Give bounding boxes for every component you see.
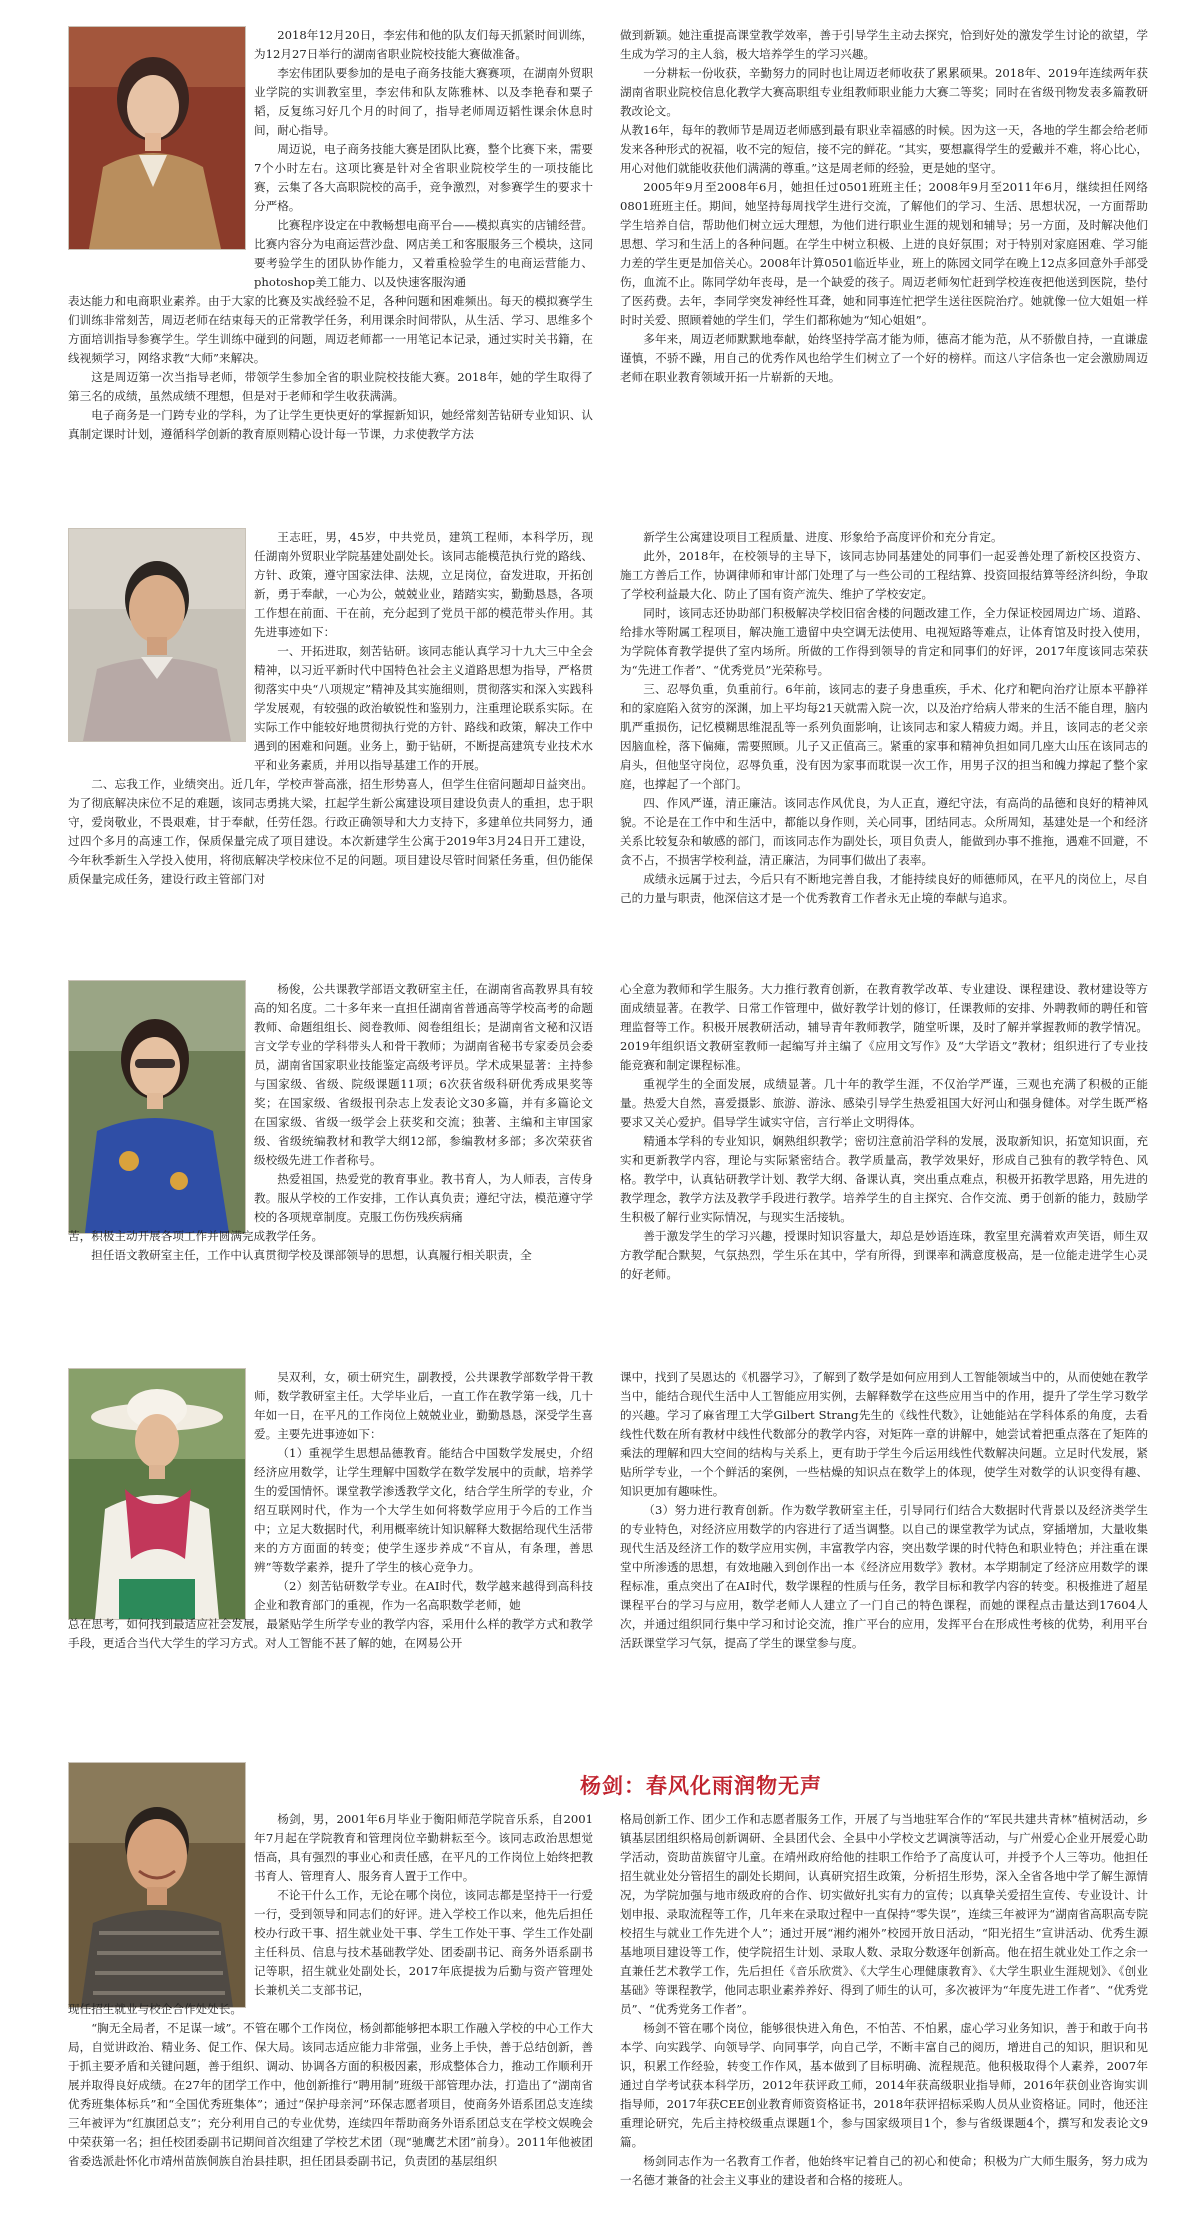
paragraph: 比赛程序设定在中教畅想电商平台——模拟真实的店铺经营。比赛内容分为电商运营沙盘、网店美工和客服服务三个模块，这同要考验学生的团队协作能力，又着重检验学生的电商运营能力、photoshop美工能力、以及快速客服沟通 — [254, 218, 593, 289]
paragraph: 四、作风严谨，清正廉洁。该同志作风优良，为人正直，遵纪守法，有高尚的品德和良好的精神风貌。不论是在工作中和生活中，都能以身作则，关心同事，团结同志。众所周知，基建处是一个和经济关系比较复杂和敏感的部门，而该同志作为副处长，项目负责人，能做到办事不推拖，遇难不回避，不贪不占，不损害学校利益，清正廉洁，为同事们做出了表率。 — [620, 796, 1148, 867]
paragraph: 现任招生就业与校企合作处处长。 — [68, 2002, 242, 2016]
article-text-beside-photo-4 — [254, 1368, 593, 1615]
paragraph: 一、开拓进取，刻苦钻研。该同志能认真学习十九大三中全会精神，以习近平新时代中国特色社会主义道路思想为指导，严格贯彻落实中央“八项规定”精神及其实施细则，贯彻落实和深入实践科学发展观，有较强的政治敏锐性和鉴别力，注重理论联系实际。在实际工作中能较好地贯彻执行党的方针、路线和政策，解决工作中遇到的困难和问题。业务上，勤于钻研，不断提高建筑专业技术水平和业务素质，并用以指导基建工作的开展。 — [254, 644, 593, 772]
paragraph: 同时，该同志还协助部门积极解决学校旧宿舍楼的问题改建工作，全力保证校园周边广场、道路、给排水等附属工程项目，解决施工遗留中央空调无法使用、电视短路等难点，让体育馆及时投入使用，为学院体育教学提供了室内场所。所做的工作得到领导的肯定和同事们的好评，2017年度该同志荣获为“先进工作者”、“优秀党员”光荣称号。 — [620, 606, 1148, 677]
paragraph: （1）重视学生思想品德教育。能结合中国数学发展史，介绍经济应用数学，让学生理解中国数学在数学发展中的贡献，培养学生的爱国情怀。课堂教学渗透教学文化，结合学生所学的专业，介绍互联网时代，作为一个大学生如何将数学应用于今后的工作当中；立足大数据时代，利用概率统计知识解释大数据给现代生活带来的方方面面的转变；使学生逐步养成“不盲从，有条理，善思辨”等数学素养，提升了学生的核心竞争力。 — [254, 1446, 593, 1574]
paragraph: 多年来，周迈老师默默地奉献，始终坚持学高才能为师，德高才能为范，从不骄傲自持，一直谦虚谨慎，不骄不躁，用自己的优秀作风也给学生们树立了一个好的榜样。而这八字信条也一定会激励周迈老师在职业教育领域开拓一片崭新的天地。 — [620, 332, 1148, 384]
paragraph: 不论干什么工作，无论在哪个岗位，该同志都是坚持干一行爱一行，受到领导和同志们的好评。进入学校工作以来，他先后担任校办行政干事、招生就业处干事、学生工作处干事、学生工作处副主任科员、信息与技术基础教学处、团委副书记、商务外语系副书记等职，招生就业处副处长，2017年底提拔为后勤与资产管理处长兼机关二支部书记， — [254, 1888, 593, 1997]
paragraph: 2018年12月20日，李宏伟和他的队友们每天抓紧时间训练，为12月27日举行的湖南省职业院校技能大赛做准备。 — [254, 28, 593, 61]
paragraph: 做到新颖。她注重提高课堂教学效率，善于引导学生主动去探究，恰到好处的激发学生讨论的欲望，学生成为学习的主人翁，极大培养学生的学习兴趣。 — [620, 28, 1148, 61]
profile-section-4 — [68, 1368, 1148, 1694]
paragraph: 一分耕耘一份收获，辛勤努力的同时也让周迈老师收获了累累硕果。2018年、2019年连续两年获湖南省职业院校信息化教学大赛高职组专业组教师职业能力大赛二等奖；同时在省级刊物发表多篇教研教改论文。 — [620, 66, 1148, 118]
article-left-column-3 — [68, 980, 593, 1265]
article-left-column-1 — [68, 26, 593, 444]
paragraph: 周迈说，电子商务技能大赛是团队比赛，整个比赛下来，需要7个小时左右。这项比赛是针对全省职业院校学生的一项技能比赛，云集了各大高职院校的高手，竞争激烈，对参赛学生的要求十分严格。 — [254, 142, 593, 213]
paragraph: 电子商务是一门跨专业的学科，为了让学生更快更好的掌握新知识，她经常刻苦钻研专业知识、认真制定课时计划，遵循科学创新的教育原则精心设计每一节课，力求使教学方法 — [68, 408, 593, 441]
paragraph: 杨剑不管在哪个岗位，能够很快进入角色，不怕苦、不怕累，虚心学习业务知识，善于和敢于向书本学、向实践学、向领导学、向同事学，向自己学，不断丰富自己的阅历，增进自己的知识，胆识和见识，积累工作经验，转变工作作风，基本做到了目标明确、流程规范。他积极取得个人素养，2007年通过自学考试获本科学历，2012年获评政工师，2014年获高级职业指导师，2016年获创业咨询实训指导师，2017年获CEE创业教育师资资格证书，2018年获评招标采购人员从业资格证。同时，他还注重理论研究，先后主持校级重点课题1个，参与国家级项目1个，参与省级课题4个，撰写和发表论文9篇。 — [620, 2021, 1148, 2149]
paragraph: 苦，积极主动开展各项工作并圆满完成教学任务。 — [68, 1229, 324, 1243]
article-left-column-2 — [68, 528, 593, 889]
paragraph: 重视学生的全面发展，成绩显著。几十年的教学生涯，不仅治学严谨，三观也充满了积极的正能量。热爱大自然，喜爱摄影、旅游、游泳、感染引导学生热爱祖国大好河山和强身健体。对学生既严格要求又关心爱护。倡导学生诚实守信，言行举止文明得体。 — [620, 1077, 1148, 1129]
paragraph: 李宏伟团队要参加的是电子商务技能大赛赛项，在湖南外贸职业学院的实训教室里，李宏伟和队友陈雅林、以及李艳春和粟子韬，反复练习好几个月的时间了，指导老师周迈韬性课余休息时间，耐心指导。 — [254, 66, 593, 137]
paragraph: 王志旺，男，45岁，中共党员，建筑工程师，本科学历，现任湖南外贸职业学院基建处副处长。该同志能模范执行党的路线、方针、政策，遵守国家法律、法规，立足岗位，奋发进取，开拓创新，勇于奉献，一心为公，兢兢业业，踏踏实实，勤勤恳恳，各项工作想在前面、干在前，充分起到了党员干部的模范带头作用。其先进事迹如下： — [254, 530, 593, 639]
profile-section-1 — [68, 26, 1148, 441]
article-text-beside-photo-2 — [254, 528, 593, 775]
article-left-column-5 — [68, 1810, 593, 2171]
paragraph: 总在思考，如何找到最适应社会发展，最紧贴学生所学专业的教学内容，采用什么样的教学方式和教学手段，更适合当代大学生的学习方式。对人工智能不甚了解的她，在网易公开 — [68, 1617, 593, 1650]
paragraph: 担任语文教研室主任，工作中认真贯彻学校及课部领导的思想，认真履行相关职责，全 — [91, 1248, 532, 1262]
article-left-column-4 — [68, 1368, 593, 1653]
paragraph: （2）刻苦钻研数学专业。在AI时代，数学越来越得到高科技企业和教育部门的重视，作为一名高职数学老师，她 — [254, 1579, 593, 1612]
paragraph: 吴双利，女，硕士研究生，副教授，公共课教学部数学骨干教师，数学教研室主任。大学毕业后，一直工作在教学第一线，几十年如一日，在平凡的工作岗位上兢兢业业，勤勤恳恳，深受学生喜爱。主要先进事迹如下： — [254, 1370, 593, 1441]
paragraph: 精通本学科的专业知识，娴熟组织教学；密切注意前沿学科的发展，汲取新知识，拓宽知识面，充实和更新教学内容，理论与实际紧密结合。教学质量高，教学效果好，形成自己独有的教学特色、风格。教学中，认真钻研教学计划、教学大纲、备课认真，突出重点难点，积极开拓教学思路，用先进的教学理念，教学方法及教学手段进行教学。培养学生的自主探究、合作交流、勇于创新的能力，鼓励学生积极了解行业实际情况，与现实生活接轨。 — [620, 1134, 1148, 1224]
paragraph: 杨剑同志作为一名教育工作者，他始终牢记着自己的初心和使命；积极为广大师生服务，努力成为一名德才兼备的社会主义事业的建设者和合格的接班人。 — [620, 2154, 1148, 2187]
paragraph: 新学生公寓建设项目工程质量、进度、形象给予高度评价和充分肯定。 — [643, 530, 1003, 544]
paragraph: 杨剑，男，2001年6月毕业于衡阳师范学院音乐系，自2001年7月起在学院教育和管理岗位辛勤耕耘至今。该同志政治思想觉悟高，具有强烈的事业心和责任感，在平凡的工作岗位上始终把教书育人、管理育人、服务育人置于工作中。 — [254, 1812, 593, 1883]
paragraph: 热爱祖国，热爱党的教育事业。教书育人，为人师表，言传身教。服从学校的工作安排，工作认真负责；遵纪守法，模范遵守学校的各项规章制度。克服工伤伤残疾病痛 — [254, 1172, 593, 1224]
paragraph: （3）努力进行教育创新。作为数学教研室主任，引导同行们结合大数据时代背景以及经济类学生的专业特色，对经济应用数学的内容进行了适当调整。以自己的课堂教学为试点，穿插增加，大量收集现代生活及经济工作的数学应用实例，丰富教学内容，突出数学课的时代特色和职业特色；并注重在课堂中所渗透的思想，有效地融入到创作出一本《经济应用数学》教材。本学期制定了经济应用数学的课程标准，重点突出了在AI时代，数学课程的性质与任务，教学目标和教学内容的转变。积极推进了超星课程平台的学习与应用，数学老师人人建立了一门自己的特色课程，而她的课程点击量达到17604人次，并通过组织同行集中学习和讨论交流，推广平台的应用，发挥平台在形成性考核的优势，利用平台活跃课堂学习气氛，提高了学生的课堂参与度。 — [620, 1503, 1148, 1650]
paragraph: 这是周迈第一次当指导老师，带领学生参加全省的职业院校技能大赛。2018年，她的学生取得了第三名的成绩，虽然成绩不理想，但是对于老师和学生收获满满。 — [68, 370, 593, 403]
paragraph: 从教16年，每年的教师节是周迈老师感到最有职业幸福感的时候。因为这一天，各地的学生都会给老师发来各种形式的祝福，收不完的短信，接不完的鲜花。“其实，要想赢得学生的爱戴并不难，将心比心，用心对他们就能收获他们满满的尊重。”这是周老师的经验，更是她的坚守。 — [620, 123, 1148, 175]
article-right-column-3 — [620, 980, 1148, 1300]
paragraph: 善于激发学生的学习兴趣，授课时知识容量大，却总是妙语连珠，教室里充满着欢声笑语，师生双方教学配合默契，气氛热烈，学生乐在其中，学有所得，到课率和满意度极高，是一位能走进学生心灵的好老师。 — [620, 1229, 1148, 1281]
article-text-beside-photo-1 — [254, 26, 593, 292]
paragraph: 杨俊，公共课教学部语文教研室主任，在湖南省高教界具有较高的知名度。二十多年来一直担任湖南省普通高等学校高考的命题教师、命题组组长、阅卷教师、阅卷组组长；是湖南省文秘和汉语言文学专业的学科带头人和骨干教师；为湖南省秘书专家委员会委员，湖南省国家职业技能鉴定高级考评员。学术成果显著：主持参与国家级、省级、院级课题11项；6次获省级科研优秀成果奖等奖；在国家级、省级报刊杂志上发表论文30多篇，并有多篇论文在国家级、省级一级学会上获奖和交流；独著、主编和主审国家级、省级统编教材和教学大纲12部，参编教材多部；多次荣获省级校级先进工作者称号。 — [254, 982, 593, 1167]
article-text-beside-photo-5 — [254, 1810, 593, 2000]
paragraph: 心全意为教师和学生服务。大力推行教育创新，在教育教学改革、专业建设、课程建设、教材建设等方面成绩显著。在教学、日常工作管理中，做好教学计划的修订，任课教师的安排、外聘教师的聘任和管理监督等工作。积极开展教研活动，辅导青年教师教学，随堂听课，及时了解并掌握教师的教学情况。2019年组织语文教研室教师一起编写并主编了《应用文写作》及“大学语文”教材；组织进行了专业技能竞赛和制定课程标准。 — [620, 982, 1148, 1072]
paragraph: 成绩永远属于过去，今后只有不断地完善自我，才能持续良好的师德师风，在平凡的岗位上，尽自己的力量与职责，他深信这才是一个优秀教育工作者永无止境的奉献与追求。 — [620, 872, 1148, 905]
article-headline: 杨剑：春风化雨润物无声 — [580, 1773, 822, 1798]
paragraph: 课中，找到了吴恩达的《机器学习》，了解到了数学是如何应用到人工智能领域当中的，从而使她在教学当中，能结合现代生活中人工智能应用实例，去解释数学在这些应用当中的作用，提升了学生学习数学的兴趣。学习了麻省理工大学Gilbert Strang先生的《线性代数》，让她能站在学科体系的角度，去看线性代数在所有教材中线性代数部分的教学内容，对矩阵一章的讲解中，她尝试着把重点落在了矩阵的乘法的理解和四大空间的结构与关系上，更有助于学生今后运用线性代数解决问题。立足时代发展，紧贴所学专业，一个个鲜活的案例，一些枯燥的知识点在数学上的体现，使学生对数学的认识变得有趣、知识更加有趣味性。 — [620, 1370, 1148, 1498]
article-right-column-4 — [620, 1368, 1148, 1694]
paragraph: 三、忍辱负重，负重前行。6年前，该同志的妻子身患重疾，手术、化疗和靶向治疗让原本平静祥和的家庭陷入贫穷的深渊，加上平均每21天就需入院一次，以及治疗给病人带来的生活不能自理，脑内肌严重损伤，记忆模糊思维混乱等一系列负面影响，让该同志和家人精疲力竭。并且，该同志的老父亲因脑血栓，落下偏瘫，需要照顾。儿子又正值高三。紧重的家事和精神负担如同几座大山压在该同志的肩头，但他坚守岗位，忍辱负重，没有因为家事而耽误一次工作，用男子汉的担当和魄力撑起了整个家庭，也撑起了一个部门。 — [620, 682, 1148, 791]
article-right-column-5 — [620, 1810, 1148, 2222]
article-right-column-1 — [620, 26, 1148, 436]
paragraph: 此外，2018年，在校领导的主导下，该同志协同基建处的同事们一起妥善处理了新校区投资方、施工方善后工作，协调律师和审计部门处理了与一些公司的工程结算、投资回报结算等经济纠纷，争取了学校利益最大化、防止了国有资产流失、维护了学校安定。 — [620, 549, 1148, 601]
paragraph: 二、忘我工作，业绩突出。近几年，学校声誉高涨，招生形势喜人，但学生住宿问题却日益突出。为了彻底解决床位不足的难题，该同志勇挑大梁，扛起学生新公寓建设项目建设负责人的重担，忠于职守，爱岗敬业，不畏艰难，甘于奉献，任劳任怨。行政正确领导和大力支持下，多建单位共同努力，通过四个多月的高速工作，保质保量完成了项目建设。本次新建学生公寓于2019年3月24日开工建设，今年秋季新生入学投入使用，将彻底解决学校床位不足的问题。项目建设尽管时间紧任务重，但仍能保质保量完成任务，建设行政主管部门对 — [68, 777, 593, 886]
paragraph: 2005年9月至2008年6月，她担任过0501班班主任；2008年9月至2011年6月，继续担任网络0801班班主任。期间，她坚持每周找学生进行交流，了解他们的学习、生活、思想状况，一方面帮助学生培养自信，帮助他们树立远大理想，为他们进行职业生涯的规划和辅导；另一方面，及时解决他们思想、学习和生活上的各种问题。在学生中树立积极、上进的良好氛围；对于特别对家庭困难、学习能力差的学生更是加倍关心。2008年计算0501临近毕业，班上的陈园文同学在晚上12点多回意外手部受伤，血流不止。陈同学幼年丧母，是一个缺爱的孩子。周迈老师匆忙赶到学校连夜把他送到医院，垫付了医药费。去年，李同学突发神经性耳聋，她和同事连忙把学生送往医院治疗。她就像一位大姐姐一样时时关爱、照顾着她的学生们，学生们都称她为“知心姐姐”。 — [620, 180, 1148, 327]
paragraph: 表达能力和电商职业素养。由于大家的比赛及实战经验不足，各种问题和困难频出。每天的模拟赛学生们训练非常刻苦，周迈老师在结束每天的正常教学任务，利用课余时间带队，从生活、学习、思维多个方面培训指导参赛学生。学生训练中碰到的问题，周迈老师都一一用笔记本记录，通过实时关书籍，在线视频学习，网络求教“大师”来解决。 — [68, 294, 593, 365]
profile-section-3 — [68, 980, 1148, 1300]
paragraph: 格局创新工作、团少工作和志愿者服务工作，开展了与当地驻军合作的“军民共建共青林”植树活动，乡镇基层团组织格局创新调研、全县团代会、全县中小学校文艺调演等活动，与广州爱心企业开展爱心助学活动，资助苗族留守儿童。在靖州政府给他的挂职工作给予了高度认可，并授予个人三等功。他担任招生就业处分管招生的副处长期间，认真研究招生政策，分析招生形势，深入全省各地中学了解生源情况，为学院加强与地市级政府的合作、切实做好扎实有力的宣传；以真挚关爱招生宣传、专业设计、计划申报、录取流程等工作，几年来在录取过程中一直保持“零失误”，连续三年被评为“湖南省高职高专院校招生与就业工作先进个人”；通过开展“湘约湘外”校园开放日活动，“阳光招生”宣讲活动、优秀生源基地项目建设等工作，使学院招生计划、录取人数、录取分数逐年创新高。他在招生就业处工作之余一直兼任艺术教学工作，先后担任《音乐欣赏》、《大学生心理健康教育》、《大学生职业生涯规划》、《创业基础》等课程教学，他同志职业素养养好、得到了师生的认可，多次被评为“年度先进工作者”、“优秀党员”、“优秀党务工作者”。 — [620, 1812, 1148, 2016]
paragraph: “胸无全局者，不足谋一域”。不管在哪个工作岗位，杨剑都能够把本职工作融入学校的中心工作大局，自觉讲政治、精业务、促工作、保大局。该同志适应能力非常强，业务上手快，善于总结创新，善于抓主要矛盾和关键问题，善于组织、调动、协调各方面的积极因素，形成整体合力，推动工作顺利开展并取得良好成绩。在27年的团学工作中，他创新推行“聘用制”班级干部管理办法，打造出了“湖南省优秀班集体标兵”和“全国优秀班集体”；通过“保护母亲河”环保志愿者项目，使商务外语系团总支连续三年被评为“红旗团总支”；充分利用自己的专业优势，连续四年帮助商务外语系团总支在学校文娱晚会中荣获第一名；担任校团委副书记期间首次组建了学校艺术团（现“驰鹰艺术团”前身）。2011年他被团省委选派赴怀化市靖州苗族侗族自治县挂职，担任团县委副书记，负责团的基层组织 — [68, 2021, 593, 2168]
article-right-column-2 — [620, 528, 1148, 928]
profile-section-5 — [68, 1762, 1148, 2222]
profile-section-2 — [68, 528, 1148, 928]
article-text-beside-photo-3 — [254, 980, 593, 1227]
